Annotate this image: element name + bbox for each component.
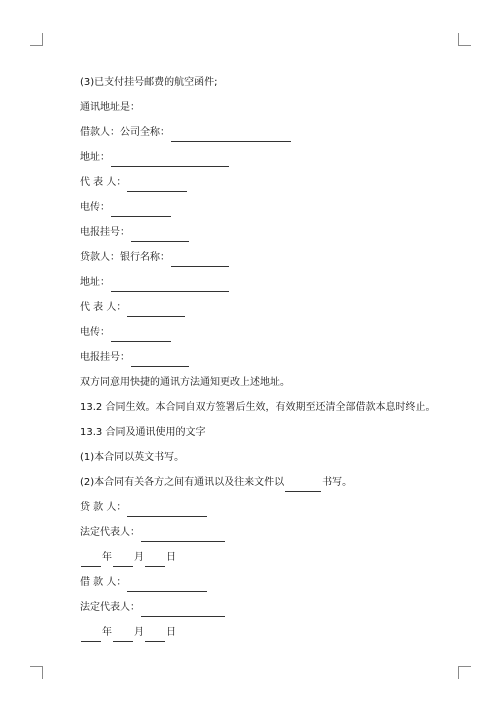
field-label: 电传：: [80, 327, 110, 338]
field-label: 法定代表人：: [80, 602, 140, 613]
field-label: 代 表 人：: [80, 302, 127, 313]
lender-cable-line: [80, 342, 460, 367]
crop-mark-top-left: [30, 33, 43, 46]
borrower-address-line: [80, 142, 460, 167]
blank-line: [127, 580, 207, 592]
blank-line: [171, 255, 229, 267]
field-label: 贷 款 人：: [80, 502, 127, 513]
blank-line: [145, 630, 165, 642]
lender-representative-line: [80, 292, 460, 317]
blank-line: [81, 630, 101, 642]
date-day-label: 日: [166, 552, 176, 563]
date-day-label: 日: [166, 627, 176, 638]
document-body: [80, 67, 460, 642]
blank-line: [111, 330, 171, 342]
blank-line: [131, 355, 189, 367]
lender-address-line: [80, 267, 460, 292]
paragraph-text: 13.2 合同生效。本合同自双方签署后生效，有效期至还清全部借款本息时终止。: [80, 402, 436, 413]
date-month-label: 月: [134, 627, 144, 638]
date-line-2: [80, 617, 460, 642]
paragraph-text: (3)已支付挂号邮费的航空函件;: [80, 77, 218, 88]
borrower-cable-line: [80, 217, 460, 242]
borrower-telex-line: [80, 192, 460, 217]
field-label: 贷款人：银行名称：: [80, 252, 170, 263]
blank-line: [127, 305, 185, 317]
paragraph-text: (2)本合同有关各方之间有通讯以及往来文件以: [80, 477, 285, 488]
paragraph-13-3: [80, 417, 460, 442]
date-month-label: 月: [134, 552, 144, 563]
blank-line: [141, 605, 225, 617]
field-label: 电报挂号：: [80, 352, 130, 363]
crop-mark-bottom-right: [458, 666, 471, 679]
paragraph-text: 双方同意用快捷的通讯方法通知更改上述地址。: [80, 377, 290, 388]
borrower-legal-rep-line: [80, 592, 460, 617]
borrower-company-name-line: [80, 117, 460, 142]
blank-line: [111, 155, 229, 167]
paragraph-13-2: [80, 392, 460, 417]
blank-line: [285, 480, 321, 492]
field-label: 代 表 人：: [80, 177, 127, 188]
date-year-label: 年: [102, 552, 112, 563]
blank-line: [127, 505, 207, 517]
lender-signature-line: [80, 492, 460, 517]
lender-bank-name-line: [80, 242, 460, 267]
field-label: 借 款 人：: [80, 577, 127, 588]
field-label: 借款人：公司全称：: [80, 127, 170, 138]
paragraph-text: 书写。: [322, 477, 353, 488]
crop-mark-bottom-left: [30, 666, 43, 679]
paragraph-english: [80, 442, 460, 467]
borrower-representative-line: [80, 167, 460, 192]
field-label: 地址：: [80, 277, 110, 288]
borrower-signature-line: [80, 567, 460, 592]
paragraph-airmail: [80, 67, 460, 92]
paragraph-address-heading: [80, 92, 460, 117]
lender-legal-rep-line: [80, 517, 460, 542]
paragraph-text: (1)本合同以英文书写。: [80, 452, 185, 463]
date-year-label: 年: [102, 627, 112, 638]
paragraph-text: 通讯地址是：: [80, 102, 140, 113]
date-line-1: [80, 542, 460, 567]
blank-line: [127, 180, 187, 192]
crop-mark-top-right: [458, 33, 471, 46]
blank-line: [141, 530, 225, 542]
blank-line: [131, 230, 189, 242]
blank-line: [111, 280, 229, 292]
blank-line: [113, 555, 133, 567]
blank-line: [145, 555, 165, 567]
blank-line: [81, 555, 101, 567]
lender-telex-line: [80, 317, 460, 342]
blank-line: [113, 630, 133, 642]
field-label: 电传：: [80, 202, 110, 213]
paragraph-text: 13.3 合同及通讯使用的文字: [80, 427, 206, 438]
field-label: 电报挂号：: [80, 227, 130, 238]
paragraph-correspondence-language: [80, 467, 460, 492]
blank-line: [111, 205, 171, 217]
blank-line: [171, 130, 291, 142]
field-label: 法定代表人：: [80, 527, 140, 538]
paragraph-address-change: [80, 367, 460, 392]
field-label: 地址：: [80, 152, 110, 163]
